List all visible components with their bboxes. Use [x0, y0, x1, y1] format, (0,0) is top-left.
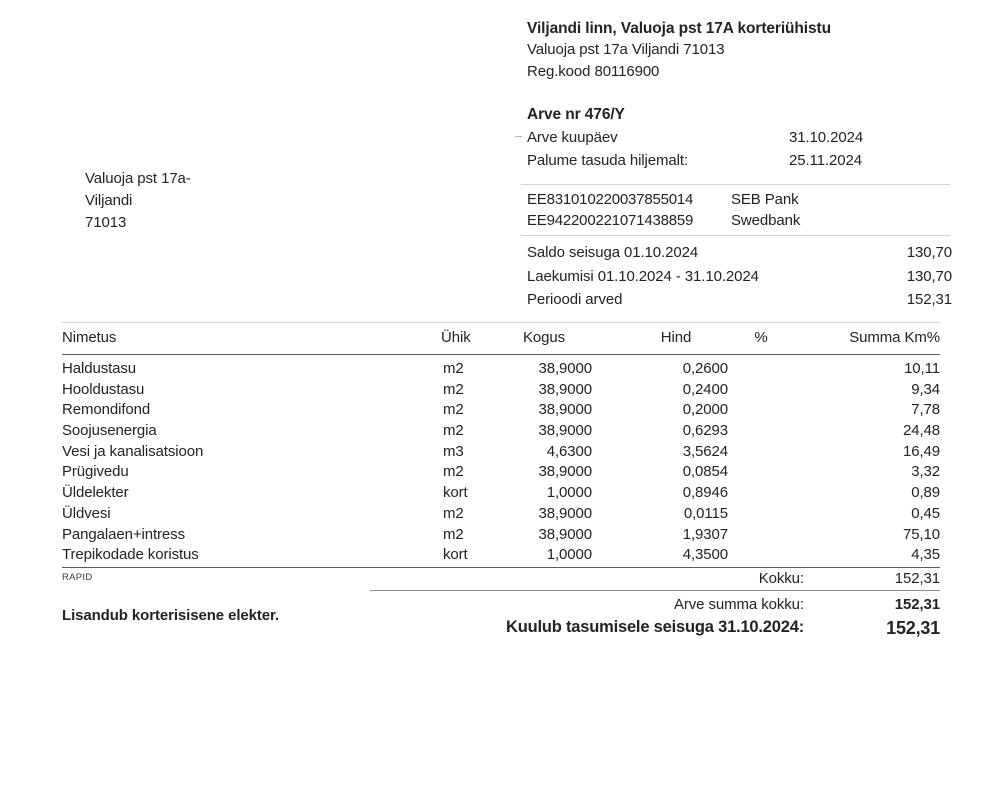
bank-account-row	[527, 211, 952, 232]
item-qty: 38,9000	[538, 504, 592, 522]
balance-amount: 152,31	[906, 291, 952, 308]
item-unit: m2	[443, 504, 464, 522]
totals-divider	[370, 590, 940, 591]
item-unit: m2	[443, 360, 464, 377]
table-row	[62, 381, 940, 402]
subtotal-value: 152,31	[894, 570, 940, 587]
item-sum: 16,49	[902, 442, 940, 460]
divider-above-banks	[521, 184, 950, 185]
bank-iban: EE831010220037855014	[527, 191, 694, 208]
issuer-block	[527, 18, 947, 82]
invoice-date-row	[527, 126, 952, 149]
item-price: 1,9307	[682, 525, 728, 543]
invoice-total-value: 152,31	[894, 596, 940, 613]
balance-amount: 130,70	[906, 244, 952, 261]
table-header-rule	[62, 354, 940, 355]
table-top-rule	[62, 322, 940, 323]
divider-above-balance	[521, 235, 950, 236]
item-price: 0,2600	[682, 360, 728, 377]
item-price: 0,0115	[683, 504, 728, 522]
amount-payable-value: 152,31	[886, 618, 940, 638]
bank-name: SEB Pank	[731, 191, 799, 208]
table-row	[62, 484, 940, 505]
item-qty: 38,9000	[538, 360, 592, 377]
item-sum: 24,48	[902, 422, 940, 440]
recipient-line-2: Viljandi	[85, 192, 133, 209]
item-qty: 4,6300	[546, 442, 592, 460]
table-row	[62, 360, 940, 381]
subtotal-label: Kokku:	[758, 570, 804, 587]
item-price: 4,3500	[682, 546, 728, 564]
table-row	[62, 463, 940, 484]
recipient-line-1: Valuoja pst 17a-	[85, 170, 191, 187]
item-sum: 9,34	[911, 380, 940, 398]
item-price: 0,0854	[682, 463, 728, 481]
item-name: Trepikodade koristus	[62, 546, 199, 564]
item-sum: 10,11	[904, 360, 940, 377]
item-qty: 38,9000	[538, 463, 592, 481]
item-name: Üldelekter	[62, 484, 129, 502]
item-price: 3,5624	[682, 442, 728, 460]
balance-row	[527, 288, 952, 312]
item-name: Soojusenergia	[62, 422, 157, 440]
item-qty: 38,9000	[538, 422, 592, 440]
balance-summary-block	[527, 241, 952, 312]
invoice-due-value: 25.11.2024	[789, 152, 862, 169]
balance-label: Perioodi arved	[527, 291, 623, 308]
table-bottom-rule	[62, 567, 940, 568]
issuer-address: Valuoja pst 17a Viljandi 71013	[527, 41, 725, 58]
item-unit: m2	[443, 463, 464, 481]
dash-icon	[515, 136, 522, 137]
item-sum: 7,78	[911, 401, 940, 419]
recipient-line-3: 71013	[85, 214, 127, 231]
bank-name: Swedbank	[731, 211, 801, 229]
table-row	[62, 505, 940, 526]
issuer-reg-code: Reg.kood 80116900	[527, 62, 660, 80]
item-qty: 38,9000	[538, 401, 592, 419]
item-sum: 4,35	[911, 546, 940, 564]
item-name: Üldvesi	[62, 504, 111, 522]
item-unit: kort	[443, 484, 468, 502]
balance-label: Saldo seisuga 01.10.2024	[527, 244, 699, 261]
table-row	[62, 526, 940, 547]
item-price: 0,2000	[682, 401, 728, 419]
invoice-due-row	[527, 149, 952, 172]
invoice-due-label: Palume tasuda hiljemalt:	[527, 152, 689, 169]
invoice-meta-block	[527, 103, 952, 172]
item-sum: 0,45	[911, 504, 940, 522]
column-header-sum: Summa Km%	[849, 329, 940, 346]
item-name: Remondifond	[62, 401, 151, 419]
invoice-date-value: 31.10.2024	[789, 129, 864, 146]
item-name: Vesi ja kanalisatsioon	[62, 442, 204, 460]
recipient-block	[85, 168, 385, 234]
items-table-body	[62, 360, 940, 567]
item-name: Hooldustasu	[62, 380, 145, 398]
item-unit: m3	[443, 442, 464, 460]
item-price: 0,6293	[682, 422, 728, 440]
invoice-total-label: Arve summa kokku:	[673, 596, 804, 613]
issuer-name: Viljandi linn, Valuoja pst 17A korteriühistu	[527, 20, 831, 37]
additional-note: Lisandub korterisisene elekter.	[62, 607, 279, 624]
item-qty: 38,9000	[538, 380, 592, 398]
table-row	[62, 546, 940, 567]
item-sum: 3,32	[911, 463, 940, 481]
table-header-row	[62, 329, 940, 352]
item-unit: m2	[443, 380, 464, 398]
item-qty: 1,0000	[546, 484, 592, 502]
item-price: 0,2400	[682, 380, 728, 398]
item-unit: m2	[443, 525, 464, 543]
column-header-qty: Kogus	[522, 329, 566, 346]
items-table	[62, 329, 940, 352]
item-unit: kort	[443, 546, 468, 564]
balance-label: Laekumisi 01.10.2024 - 31.10.2024	[527, 267, 759, 285]
table-row	[62, 401, 940, 422]
item-price: 0,8946	[682, 484, 728, 502]
item-sum: 0,89	[911, 484, 940, 502]
item-name: Pangalaen+intress	[62, 525, 185, 543]
column-header-pct: %	[754, 329, 768, 346]
item-name: Haldustasu	[62, 360, 137, 377]
amount-payable-label: Kuulub tasumisele seisuga 31.10.2024:	[506, 618, 804, 636]
invoice-number: Arve nr 476/Y	[527, 106, 625, 123]
invoice-date-label: Arve kuupäev	[527, 129, 618, 146]
item-qty: 38,9000	[538, 525, 592, 543]
table-row	[62, 422, 940, 443]
table-row	[62, 443, 940, 464]
item-name: Prügivedu	[62, 463, 129, 481]
column-header-price: Hind	[660, 329, 692, 346]
item-sum: 75,10	[902, 525, 940, 543]
balance-row	[527, 265, 952, 289]
balance-amount: 130,70	[906, 267, 952, 285]
balance-row	[527, 241, 952, 265]
item-unit: m2	[443, 401, 464, 419]
table-header	[62, 329, 940, 352]
bank-iban: EE942200221071438859	[527, 211, 694, 229]
item-unit: m2	[443, 422, 464, 440]
rapid-label: RAPID	[62, 572, 93, 583]
column-header-unit: Ühik	[441, 329, 471, 346]
item-qty: 1,0000	[546, 546, 592, 564]
bank-account-row	[527, 190, 952, 211]
column-header-name: Nimetus	[62, 329, 117, 346]
bank-accounts-block	[527, 190, 952, 231]
